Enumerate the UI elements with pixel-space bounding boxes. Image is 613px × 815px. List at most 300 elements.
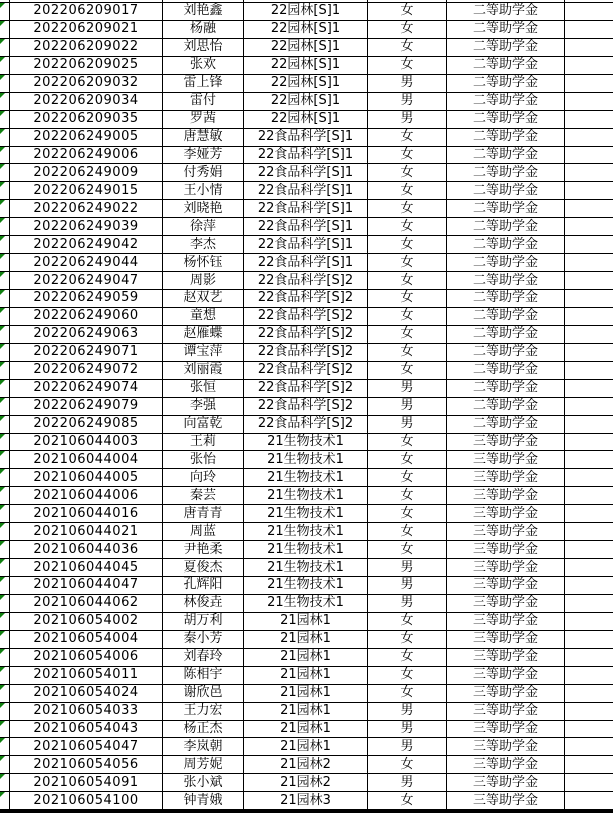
error-indicator-cell[interactable] bbox=[0, 738, 10, 755]
name-cell[interactable]: 钟青娥 bbox=[163, 792, 244, 809]
class-cell[interactable]: 22园林[S]1 bbox=[244, 3, 368, 20]
error-indicator-cell[interactable] bbox=[0, 487, 10, 504]
student-id-cell[interactable]: 202206209021 bbox=[10, 21, 163, 38]
gender-cell[interactable]: 男 bbox=[368, 380, 447, 397]
name-cell[interactable]: 罗茜 bbox=[163, 111, 244, 128]
scholarship-cell[interactable]: 二等助学金 bbox=[447, 129, 565, 146]
name-cell[interactable]: 王力宏 bbox=[163, 703, 244, 720]
gender-cell[interactable]: 男 bbox=[368, 738, 447, 755]
gender-cell[interactable]: 女 bbox=[368, 129, 447, 146]
class-cell[interactable]: 21园林1 bbox=[244, 631, 368, 648]
student-id-cell[interactable]: 202106054047 bbox=[10, 738, 163, 755]
scholarship-cell[interactable]: 三等助学金 bbox=[447, 649, 565, 666]
student-id-cell[interactable]: 202206209032 bbox=[10, 75, 163, 92]
student-id-cell[interactable]: 202206249074 bbox=[10, 380, 163, 397]
scholarship-cell[interactable]: 二等助学金 bbox=[447, 147, 565, 164]
student-id-cell[interactable]: 202206249022 bbox=[10, 200, 163, 217]
name-cell[interactable]: 杨正杰 bbox=[163, 721, 244, 738]
empty-cell[interactable] bbox=[565, 559, 613, 576]
scholarship-cell[interactable]: 二等助学金 bbox=[447, 272, 565, 289]
name-cell[interactable]: 尹艳柔 bbox=[163, 541, 244, 558]
scholarship-cell[interactable]: 三等助学金 bbox=[447, 756, 565, 773]
scholarship-cell[interactable]: 三等助学金 bbox=[447, 703, 565, 720]
student-id-cell[interactable]: 202206249079 bbox=[10, 398, 163, 415]
scholarship-cell[interactable]: 二等助学金 bbox=[447, 380, 565, 397]
class-cell[interactable]: 22食品科学[S]1 bbox=[244, 254, 368, 271]
name-cell[interactable]: 徐萍 bbox=[163, 218, 244, 235]
error-indicator-cell[interactable] bbox=[0, 218, 10, 235]
class-cell[interactable]: 21生物技术1 bbox=[244, 541, 368, 558]
class-cell[interactable]: 22食品科学[S]2 bbox=[244, 398, 368, 415]
class-cell[interactable]: 21生物技术1 bbox=[244, 487, 368, 504]
error-indicator-cell[interactable] bbox=[0, 147, 10, 164]
gender-cell[interactable]: 女 bbox=[368, 541, 447, 558]
scholarship-cell[interactable]: 三等助学金 bbox=[447, 738, 565, 755]
name-cell[interactable]: 赵双艺 bbox=[163, 290, 244, 307]
error-indicator-cell[interactable] bbox=[0, 416, 10, 433]
name-cell[interactable]: 李岚朝 bbox=[163, 738, 244, 755]
empty-cell[interactable] bbox=[565, 505, 613, 522]
scholarship-cell[interactable]: 三等助学金 bbox=[447, 774, 565, 791]
class-cell[interactable]: 21生物技术1 bbox=[244, 559, 368, 576]
class-cell[interactable]: 21生物技术1 bbox=[244, 434, 368, 451]
scholarship-cell[interactable] bbox=[447, 0, 565, 3]
student-id-cell[interactable]: 202206249009 bbox=[10, 164, 163, 181]
class-cell[interactable]: 21生物技术1 bbox=[244, 505, 368, 522]
scholarship-cell[interactable]: 二等助学金 bbox=[447, 218, 565, 235]
student-id-cell[interactable]: 202206249047 bbox=[10, 272, 163, 289]
error-indicator-cell[interactable] bbox=[0, 200, 10, 217]
error-indicator-cell[interactable] bbox=[0, 703, 10, 720]
gender-cell[interactable]: 女 bbox=[368, 487, 447, 504]
name-cell[interactable]: 王莉 bbox=[163, 434, 244, 451]
empty-cell[interactable] bbox=[565, 218, 613, 235]
student-id-cell[interactable]: 202106044036 bbox=[10, 541, 163, 558]
gender-cell[interactable]: 男 bbox=[368, 416, 447, 433]
empty-cell[interactable] bbox=[565, 649, 613, 666]
gender-cell[interactable]: 女 bbox=[368, 344, 447, 361]
name-cell[interactable]: 杨融 bbox=[163, 21, 244, 38]
class-cell[interactable]: 22园林[S]1 bbox=[244, 75, 368, 92]
empty-cell[interactable] bbox=[565, 595, 613, 612]
scholarship-cell[interactable]: 二等助学金 bbox=[447, 39, 565, 56]
gender-cell[interactable]: 女 bbox=[368, 505, 447, 522]
class-cell[interactable]: 22食品科学[S]2 bbox=[244, 362, 368, 379]
student-id-cell[interactable]: 202206209034 bbox=[10, 93, 163, 110]
error-indicator-cell[interactable] bbox=[0, 685, 10, 702]
error-indicator-cell[interactable] bbox=[0, 541, 10, 558]
empty-cell[interactable] bbox=[565, 774, 613, 791]
gender-cell[interactable]: 女 bbox=[368, 254, 447, 271]
class-cell[interactable]: 22食品科学[S]1 bbox=[244, 200, 368, 217]
student-id-cell[interactable]: 202106054002 bbox=[10, 613, 163, 630]
student-id-cell[interactable]: 202106054091 bbox=[10, 774, 163, 791]
student-id-cell[interactable]: 202106054056 bbox=[10, 756, 163, 773]
empty-cell[interactable] bbox=[565, 541, 613, 558]
student-id-cell[interactable]: 202206249071 bbox=[10, 344, 163, 361]
empty-cell[interactable] bbox=[565, 434, 613, 451]
gender-cell[interactable]: 女 bbox=[368, 290, 447, 307]
class-cell[interactable]: 22食品科学[S]2 bbox=[244, 380, 368, 397]
class-cell[interactable]: 22园林[S]1 bbox=[244, 39, 368, 56]
error-indicator-cell[interactable] bbox=[0, 3, 10, 20]
error-indicator-cell[interactable] bbox=[0, 129, 10, 146]
scholarship-cell[interactable]: 三等助学金 bbox=[447, 451, 565, 468]
empty-cell[interactable] bbox=[565, 200, 613, 217]
gender-cell[interactable]: 女 bbox=[368, 164, 447, 181]
name-cell[interactable]: 周蓝 bbox=[163, 523, 244, 540]
student-id-cell[interactable]: 202206249072 bbox=[10, 362, 163, 379]
gender-cell[interactable]: 男 bbox=[368, 398, 447, 415]
empty-cell[interactable] bbox=[565, 398, 613, 415]
student-id-cell[interactable]: 202106054011 bbox=[10, 667, 163, 684]
scholarship-cell[interactable]: 三等助学金 bbox=[447, 721, 565, 738]
error-indicator-cell[interactable] bbox=[0, 21, 10, 38]
class-cell[interactable]: 21生物技术1 bbox=[244, 451, 368, 468]
scholarship-cell[interactable]: 三等助学金 bbox=[447, 667, 565, 684]
name-cell[interactable]: 张恒 bbox=[163, 380, 244, 397]
gender-cell[interactable]: 男 bbox=[368, 577, 447, 594]
class-cell[interactable]: 21园林1 bbox=[244, 667, 368, 684]
class-cell[interactable]: 21生物技术1 bbox=[244, 523, 368, 540]
empty-cell[interactable] bbox=[565, 344, 613, 361]
gender-cell[interactable]: 女 bbox=[368, 685, 447, 702]
error-indicator-cell[interactable] bbox=[0, 308, 10, 325]
empty-cell[interactable] bbox=[565, 362, 613, 379]
gender-cell[interactable]: 女 bbox=[368, 434, 447, 451]
name-cell[interactable]: 王小情 bbox=[163, 182, 244, 199]
student-id-cell[interactable]: 202206249015 bbox=[10, 182, 163, 199]
name-cell[interactable]: 秦小芳 bbox=[163, 631, 244, 648]
class-cell[interactable]: 21园林1 bbox=[244, 738, 368, 755]
scholarship-cell[interactable]: 二等助学金 bbox=[447, 57, 565, 74]
student-id-cell[interactable]: 202206209022 bbox=[10, 39, 163, 56]
name-cell[interactable]: 唐青青 bbox=[163, 505, 244, 522]
class-cell[interactable]: 22食品科学[S]2 bbox=[244, 290, 368, 307]
class-cell[interactable]: 21园林2 bbox=[244, 774, 368, 791]
error-indicator-cell[interactable] bbox=[0, 272, 10, 289]
scholarship-cell[interactable]: 三等助学金 bbox=[447, 685, 565, 702]
name-cell[interactable]: 孔辉阳 bbox=[163, 577, 244, 594]
name-cell[interactable]: 周影 bbox=[163, 272, 244, 289]
name-cell[interactable]: 向玲 bbox=[163, 469, 244, 486]
class-cell[interactable]: 22园林[S]1 bbox=[244, 21, 368, 38]
error-indicator-cell[interactable] bbox=[0, 380, 10, 397]
name-cell[interactable] bbox=[163, 0, 244, 3]
student-id-cell[interactable]: 202106044047 bbox=[10, 577, 163, 594]
student-id-cell[interactable]: 202106044004 bbox=[10, 451, 163, 468]
error-indicator-cell[interactable] bbox=[0, 326, 10, 343]
student-id-cell[interactable]: 202106054024 bbox=[10, 685, 163, 702]
empty-cell[interactable] bbox=[565, 667, 613, 684]
error-indicator-cell[interactable] bbox=[0, 57, 10, 74]
error-indicator-cell[interactable] bbox=[0, 523, 10, 540]
empty-cell[interactable] bbox=[565, 272, 613, 289]
scholarship-cell[interactable]: 三等助学金 bbox=[447, 613, 565, 630]
gender-cell[interactable]: 男 bbox=[368, 111, 447, 128]
empty-cell[interactable] bbox=[565, 164, 613, 181]
class-cell[interactable]: 21园林2 bbox=[244, 756, 368, 773]
scholarship-cell[interactable]: 二等助学金 bbox=[447, 398, 565, 415]
empty-cell[interactable] bbox=[565, 523, 613, 540]
empty-cell[interactable] bbox=[565, 254, 613, 271]
error-indicator-cell[interactable] bbox=[0, 756, 10, 773]
class-cell[interactable]: 22食品科学[S]1 bbox=[244, 218, 368, 235]
scholarship-cell[interactable]: 二等助学金 bbox=[447, 254, 565, 271]
name-cell[interactable]: 向富乾 bbox=[163, 416, 244, 433]
student-id-cell[interactable]: 202106054004 bbox=[10, 631, 163, 648]
scholarship-cell[interactable]: 二等助学金 bbox=[447, 308, 565, 325]
class-cell[interactable]: 21园林1 bbox=[244, 613, 368, 630]
gender-cell[interactable]: 女 bbox=[368, 200, 447, 217]
name-cell[interactable]: 林俊垚 bbox=[163, 595, 244, 612]
gender-cell[interactable]: 女 bbox=[368, 451, 447, 468]
class-cell[interactable]: 22食品科学[S]2 bbox=[244, 272, 368, 289]
empty-cell[interactable] bbox=[565, 577, 613, 594]
error-indicator-cell[interactable] bbox=[0, 344, 10, 361]
name-cell[interactable]: 雷付 bbox=[163, 93, 244, 110]
scholarship-cell[interactable]: 二等助学金 bbox=[447, 416, 565, 433]
gender-cell[interactable]: 女 bbox=[368, 667, 447, 684]
scholarship-cell[interactable]: 三等助学金 bbox=[447, 792, 565, 809]
class-cell[interactable]: 22食品科学[S]1 bbox=[244, 236, 368, 253]
empty-cell[interactable] bbox=[565, 93, 613, 110]
name-cell[interactable]: 付秀娟 bbox=[163, 164, 244, 181]
student-id-cell[interactable]: 202206209025 bbox=[10, 57, 163, 74]
gender-cell[interactable]: 女 bbox=[368, 756, 447, 773]
student-id-cell[interactable]: 202206209017 bbox=[10, 3, 163, 20]
scholarship-cell[interactable]: 二等助学金 bbox=[447, 290, 565, 307]
student-id-cell[interactable]: 202206249006 bbox=[10, 147, 163, 164]
gender-cell[interactable]: 女 bbox=[368, 362, 447, 379]
scholarship-cell[interactable]: 三等助学金 bbox=[447, 487, 565, 504]
student-id-cell[interactable]: 202206249060 bbox=[10, 308, 163, 325]
error-indicator-cell[interactable] bbox=[0, 505, 10, 522]
error-indicator-cell[interactable] bbox=[0, 75, 10, 92]
empty-cell[interactable] bbox=[565, 3, 613, 20]
scholarship-cell[interactable]: 三等助学金 bbox=[447, 577, 565, 594]
student-id-cell[interactable]: 202206249063 bbox=[10, 326, 163, 343]
name-cell[interactable]: 童想 bbox=[163, 308, 244, 325]
student-id-cell[interactable]: 202206249042 bbox=[10, 236, 163, 253]
class-cell[interactable]: 22食品科学[S]1 bbox=[244, 182, 368, 199]
name-cell[interactable]: 刘艳鑫 bbox=[163, 3, 244, 20]
class-cell[interactable]: 22园林[S]1 bbox=[244, 57, 368, 74]
error-indicator-cell[interactable] bbox=[0, 774, 10, 791]
empty-cell[interactable] bbox=[565, 469, 613, 486]
gender-cell[interactable]: 男 bbox=[368, 703, 447, 720]
scholarship-cell[interactable]: 二等助学金 bbox=[447, 344, 565, 361]
class-cell[interactable]: 21生物技术1 bbox=[244, 469, 368, 486]
error-indicator-cell[interactable] bbox=[0, 577, 10, 594]
error-indicator-cell[interactable] bbox=[0, 434, 10, 451]
name-cell[interactable]: 刘晓艳 bbox=[163, 200, 244, 217]
empty-cell[interactable] bbox=[565, 75, 613, 92]
class-cell[interactable]: 21园林1 bbox=[244, 685, 368, 702]
empty-cell[interactable] bbox=[565, 182, 613, 199]
error-indicator-cell[interactable] bbox=[0, 398, 10, 415]
student-id-cell[interactable]: 202106044006 bbox=[10, 487, 163, 504]
gender-cell[interactable]: 女 bbox=[368, 469, 447, 486]
class-cell[interactable]: 21园林1 bbox=[244, 703, 368, 720]
name-cell[interactable]: 李强 bbox=[163, 398, 244, 415]
name-cell[interactable]: 杨怀钰 bbox=[163, 254, 244, 271]
empty-cell[interactable] bbox=[565, 631, 613, 648]
class-cell[interactable]: 21园林3 bbox=[244, 792, 368, 809]
error-indicator-cell[interactable] bbox=[0, 792, 10, 809]
class-cell[interactable]: 22食品科学[S]1 bbox=[244, 164, 368, 181]
class-cell[interactable] bbox=[244, 0, 368, 3]
class-cell[interactable]: 22食品科学[S]2 bbox=[244, 326, 368, 343]
scholarship-cell[interactable]: 三等助学金 bbox=[447, 505, 565, 522]
gender-cell[interactable]: 女 bbox=[368, 272, 447, 289]
student-id-cell[interactable]: 202206249059 bbox=[10, 290, 163, 307]
empty-cell[interactable] bbox=[565, 738, 613, 755]
scholarship-cell[interactable]: 三等助学金 bbox=[447, 631, 565, 648]
error-indicator-cell[interactable] bbox=[0, 469, 10, 486]
gender-cell[interactable]: 女 bbox=[368, 613, 447, 630]
name-cell[interactable]: 唐慧敏 bbox=[163, 129, 244, 146]
name-cell[interactable]: 刘丽霞 bbox=[163, 362, 244, 379]
student-id-cell[interactable] bbox=[10, 0, 163, 3]
student-id-cell[interactable]: 202106044016 bbox=[10, 505, 163, 522]
name-cell[interactable]: 秦芸 bbox=[163, 487, 244, 504]
empty-cell[interactable] bbox=[565, 21, 613, 38]
empty-cell[interactable] bbox=[565, 487, 613, 504]
empty-cell[interactable] bbox=[565, 451, 613, 468]
class-cell[interactable]: 22食品科学[S]1 bbox=[244, 129, 368, 146]
student-id-cell[interactable]: 202106044003 bbox=[10, 434, 163, 451]
class-cell[interactable]: 21园林1 bbox=[244, 721, 368, 738]
student-id-cell[interactable]: 202106044045 bbox=[10, 559, 163, 576]
gender-cell[interactable]: 女 bbox=[368, 57, 447, 74]
scholarship-cell[interactable]: 三等助学金 bbox=[447, 434, 565, 451]
gender-cell[interactable]: 男 bbox=[368, 595, 447, 612]
gender-cell[interactable]: 女 bbox=[368, 3, 447, 20]
student-id-cell[interactable]: 202206249005 bbox=[10, 129, 163, 146]
empty-cell[interactable] bbox=[565, 792, 613, 809]
error-indicator-cell[interactable] bbox=[0, 451, 10, 468]
gender-cell[interactable]: 女 bbox=[368, 182, 447, 199]
scholarship-cell[interactable]: 二等助学金 bbox=[447, 21, 565, 38]
name-cell[interactable]: 谢欣邑 bbox=[163, 685, 244, 702]
error-indicator-cell[interactable] bbox=[0, 362, 10, 379]
name-cell[interactable]: 赵雁蝶 bbox=[163, 326, 244, 343]
student-id-cell[interactable]: 202206249085 bbox=[10, 416, 163, 433]
gender-cell[interactable]: 女 bbox=[368, 236, 447, 253]
class-cell[interactable]: 22食品科学[S]1 bbox=[244, 147, 368, 164]
student-id-cell[interactable]: 202106044062 bbox=[10, 595, 163, 612]
scholarship-cell[interactable]: 二等助学金 bbox=[447, 236, 565, 253]
error-indicator-cell[interactable] bbox=[0, 93, 10, 110]
error-indicator-cell[interactable] bbox=[0, 559, 10, 576]
empty-cell[interactable] bbox=[565, 380, 613, 397]
gender-cell[interactable]: 女 bbox=[368, 649, 447, 666]
name-cell[interactable]: 谭宝萍 bbox=[163, 344, 244, 361]
scholarship-cell[interactable]: 二等助学金 bbox=[447, 111, 565, 128]
name-cell[interactable]: 刘春玲 bbox=[163, 649, 244, 666]
name-cell[interactable]: 李娅芳 bbox=[163, 147, 244, 164]
empty-cell[interactable] bbox=[565, 57, 613, 74]
name-cell[interactable]: 胡万利 bbox=[163, 613, 244, 630]
empty-cell[interactable] bbox=[565, 721, 613, 738]
gender-cell[interactable]: 男 bbox=[368, 75, 447, 92]
error-indicator-cell[interactable] bbox=[0, 631, 10, 648]
gender-cell[interactable]: 女 bbox=[368, 39, 447, 56]
class-cell[interactable]: 22园林[S]1 bbox=[244, 93, 368, 110]
gender-cell[interactable] bbox=[368, 0, 447, 3]
error-indicator-cell[interactable] bbox=[0, 111, 10, 128]
error-indicator-cell[interactable] bbox=[0, 182, 10, 199]
empty-cell[interactable] bbox=[565, 290, 613, 307]
student-id-cell[interactable]: 202206249044 bbox=[10, 254, 163, 271]
empty-cell[interactable] bbox=[565, 308, 613, 325]
empty-cell[interactable] bbox=[565, 39, 613, 56]
error-indicator-cell[interactable] bbox=[0, 290, 10, 307]
empty-cell[interactable] bbox=[565, 0, 613, 3]
scholarship-cell[interactable]: 二等助学金 bbox=[447, 326, 565, 343]
gender-cell[interactable]: 男 bbox=[368, 721, 447, 738]
scholarship-cell[interactable]: 三等助学金 bbox=[447, 469, 565, 486]
name-cell[interactable]: 张怡 bbox=[163, 451, 244, 468]
empty-cell[interactable] bbox=[565, 129, 613, 146]
gender-cell[interactable]: 男 bbox=[368, 559, 447, 576]
scholarship-cell[interactable]: 二等助学金 bbox=[447, 200, 565, 217]
gender-cell[interactable]: 男 bbox=[368, 93, 447, 110]
name-cell[interactable]: 雷上锋 bbox=[163, 75, 244, 92]
error-indicator-cell[interactable] bbox=[0, 721, 10, 738]
error-indicator-cell[interactable] bbox=[0, 254, 10, 271]
scholarship-cell[interactable]: 三等助学金 bbox=[447, 541, 565, 558]
gender-cell[interactable]: 女 bbox=[368, 792, 447, 809]
empty-cell[interactable] bbox=[565, 613, 613, 630]
scholarship-cell[interactable]: 三等助学金 bbox=[447, 559, 565, 576]
error-indicator-cell[interactable] bbox=[0, 236, 10, 253]
gender-cell[interactable]: 女 bbox=[368, 147, 447, 164]
student-id-cell[interactable]: 202106044021 bbox=[10, 523, 163, 540]
empty-cell[interactable] bbox=[565, 685, 613, 702]
class-cell[interactable]: 21园林1 bbox=[244, 649, 368, 666]
scholarship-cell[interactable]: 二等助学金 bbox=[447, 182, 565, 199]
empty-cell[interactable] bbox=[565, 416, 613, 433]
empty-cell[interactable] bbox=[565, 111, 613, 128]
scholarship-cell[interactable]: 三等助学金 bbox=[447, 595, 565, 612]
name-cell[interactable]: 张欢 bbox=[163, 57, 244, 74]
empty-cell[interactable] bbox=[565, 703, 613, 720]
student-id-cell[interactable]: 202206249039 bbox=[10, 218, 163, 235]
gender-cell[interactable]: 女 bbox=[368, 308, 447, 325]
error-indicator-cell[interactable] bbox=[0, 649, 10, 666]
class-cell[interactable]: 22食品科学[S]2 bbox=[244, 416, 368, 433]
error-indicator-cell[interactable] bbox=[0, 595, 10, 612]
student-id-cell[interactable]: 202106054033 bbox=[10, 703, 163, 720]
error-indicator-cell[interactable] bbox=[0, 613, 10, 630]
gender-cell[interactable]: 女 bbox=[368, 21, 447, 38]
student-id-cell[interactable]: 202106054006 bbox=[10, 649, 163, 666]
scholarship-cell[interactable]: 二等助学金 bbox=[447, 164, 565, 181]
student-id-cell[interactable]: 202106044005 bbox=[10, 469, 163, 486]
empty-cell[interactable] bbox=[565, 236, 613, 253]
name-cell[interactable]: 陈相宇 bbox=[163, 667, 244, 684]
student-id-cell[interactable]: 202206209035 bbox=[10, 111, 163, 128]
empty-cell[interactable] bbox=[565, 326, 613, 343]
class-cell[interactable]: 22园林[S]1 bbox=[244, 111, 368, 128]
scholarship-cell[interactable]: 二等助学金 bbox=[447, 93, 565, 110]
error-indicator-cell[interactable] bbox=[0, 164, 10, 181]
name-cell[interactable]: 夏俊杰 bbox=[163, 559, 244, 576]
gender-cell[interactable]: 女 bbox=[368, 218, 447, 235]
name-cell[interactable]: 周芳妮 bbox=[163, 756, 244, 773]
